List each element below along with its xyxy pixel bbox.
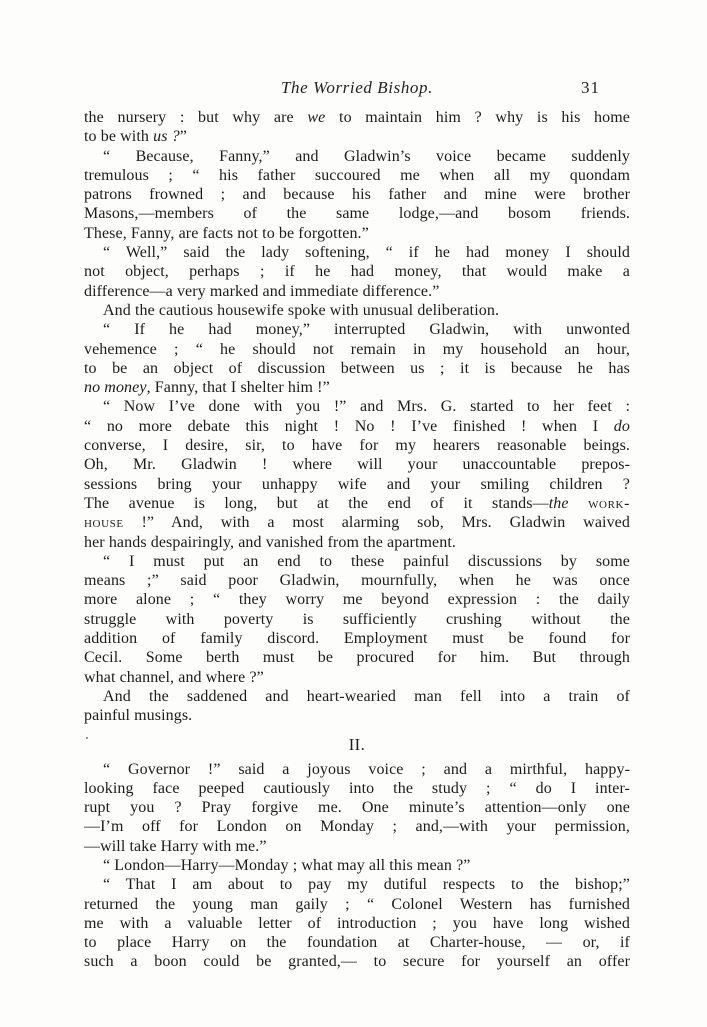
text-line: addition of family discord. Employment must be found for	[84, 630, 630, 648]
text-line: what channel, and where ?”	[84, 668, 264, 686]
text-line: house !” And, with a most alarming sob, Mrs. Gladwin waived	[84, 514, 630, 532]
scan-artifact-dot	[86, 737, 88, 739]
text-line: to be with us ?”	[84, 128, 187, 146]
text-line: “ If he had money,” interrupted Gladwin, with unwonted	[103, 321, 630, 339]
text-line: more alone ; “ they worry me beyond expression : the daily	[84, 591, 630, 609]
text-line: “ Now I’ve done with you !” and Mrs. G. started to her feet :	[103, 398, 630, 416]
italic-text: we	[307, 109, 326, 126]
paragraph	[84, 243, 630, 301]
text-line: to be an object of discussion between us ; it is because he has	[84, 359, 630, 377]
text-line: “ Because, Fanny,” and Gladwin’s voice became suddenly	[103, 147, 630, 165]
paragraph	[84, 856, 630, 875]
paragraph	[84, 108, 630, 147]
text-line: painful musings.	[84, 707, 193, 725]
text-line: to place Harry on the foundation at Charter-house, — or, if	[84, 934, 630, 952]
text-line: “ Well,” said the lady softening, “ if he had money I should	[103, 244, 630, 262]
text-line: tremulous ; “ his father succoured me when all my quondam	[84, 166, 630, 184]
text-line: “ Governor !” said a joyous voice ; and a mirthful, happy-	[103, 760, 630, 778]
text-line: “ London—Harry—Monday ; what may all this mean ?”	[103, 856, 471, 874]
text-line: sessions bring your unhappy wife and your smiling children ?	[84, 475, 630, 493]
text-line: Cecil. Some berth must be procured for him. But through	[84, 649, 630, 667]
paragraph	[84, 320, 630, 397]
text-line: rupt you ? Pray forgive me. One minute’s attention—only one	[84, 799, 630, 817]
italic-text: the	[548, 494, 569, 512]
text-line: looking face peeped cautiously into the study ; “ do I inter-	[84, 779, 630, 797]
text-line: And the cautious housewife spoke with unusual deliberation.	[103, 301, 500, 319]
section-heading: II.	[348, 734, 366, 754]
paragraph	[84, 147, 630, 243]
text-line: me with a valuable letter of introduction ; you have long wished	[84, 914, 630, 932]
italic-text: us ?	[153, 128, 180, 146]
text-line: the nursery : but why are we to maintain him ? why is his home	[84, 109, 630, 126]
italic-text: do	[613, 417, 630, 435]
page-number: 31	[581, 78, 600, 97]
paragraph	[84, 552, 630, 687]
text-line: vehemence ; “ he should not remain in my household an hour,	[84, 340, 630, 358]
paragraph	[84, 687, 630, 726]
text-line: such a boon could be granted,— to secure for yourself an offer	[84, 953, 630, 971]
page-body	[84, 108, 630, 972]
text-line: These, Fanny, are facts not to be forgotten.”	[84, 224, 369, 242]
small-caps-text: work-	[588, 494, 630, 512]
page-header	[84, 78, 630, 98]
text-line: —will take Harry with me.”	[84, 837, 267, 855]
paragraph	[84, 397, 630, 551]
text-line: Masons,—members of the same lodge,—and bosom friends.	[84, 205, 630, 223]
text-line: Oh, Mr. Gladwin ! where will your unaccountable prepos-	[84, 456, 630, 474]
text-line: And the saddened and heart-wearied man fell into a train of	[103, 687, 630, 705]
text-line: “ I must put an end to these painful discussions by some	[103, 552, 630, 570]
paragraph	[84, 301, 630, 320]
text-line: not object, perhaps ; if he had money, that would make a	[84, 263, 630, 281]
text-line: patrons frowned ; and because his father and mine were brother	[84, 186, 630, 204]
text-line: her hands despairingly, and vanished from the apartment.	[84, 533, 457, 551]
text-line: “ no more debate this night ! No ! I’ve finished ! when I do	[84, 417, 630, 435]
text-line: converse, I desire, sir, to have for my hearers reasonable beings.	[84, 437, 630, 455]
paragraph	[84, 875, 630, 971]
text-line: no money, Fanny, that I shelter him !”	[84, 379, 330, 397]
text-line: returned the young man gaily ; “ Colonel Western has furnished	[84, 895, 630, 913]
text-line: difference—a very marked and immediate difference.”	[84, 282, 440, 300]
small-caps-text: house	[84, 514, 124, 532]
paragraph	[84, 760, 630, 856]
text-line: “ That I am about to pay my dutiful respects to the bishop;”	[103, 876, 630, 894]
text-line: —I’m off for London on Monday ; and,—with your permission,	[84, 818, 630, 836]
text-line: struggle with poverty is sufficiently crushing without the	[84, 610, 630, 628]
text-line: The avenue is long, but at the end of it stands—the work-	[84, 494, 630, 512]
italic-text: no money	[84, 379, 147, 397]
text-line: means ;” said poor Gladwin, mournfully, when he was once	[84, 572, 630, 590]
running-title: The Worried Bishop.	[281, 78, 433, 97]
